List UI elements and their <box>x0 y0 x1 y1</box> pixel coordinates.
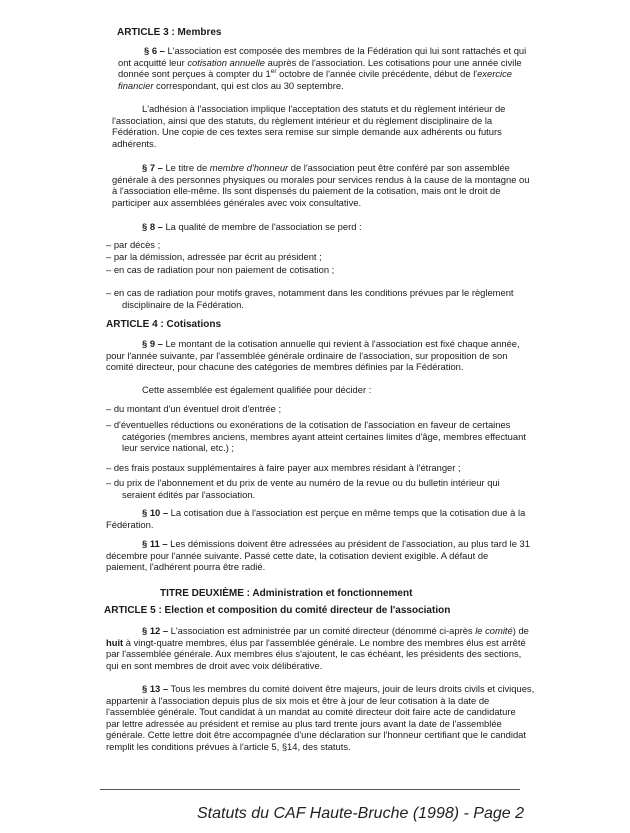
text-line: générale à des personnes physiques ou morales pour services rendus à la cause de la montagne ou <box>112 173 530 185</box>
footer-divider <box>100 789 520 790</box>
section-number: § 13 – <box>142 683 169 694</box>
text-run: financier <box>118 79 154 91</box>
text-run: La cotisation due à l'association est perçue en même temps que la cotisation due à la <box>168 507 526 518</box>
text-line: adhérents. <box>112 137 157 149</box>
text-line: décembre pour l'année suivante. Passé cette date, la cotisation devient exigible. A défaut de <box>106 549 489 561</box>
text-run: L'association est administrée par un comité directeur (dénommé ci-après <box>168 625 476 636</box>
text-line: paiement, l'adhérent pourra être radié. <box>106 561 266 573</box>
adhesion-paragraph <box>112 103 568 149</box>
page-footer: Statuts du CAF Haute-Bruche (1998) - Page 2 <box>197 805 524 822</box>
paragraph-11 <box>106 538 568 573</box>
section-number: § 6 – <box>144 45 165 56</box>
paragraph-6 <box>118 45 568 91</box>
paragraph-13 <box>106 683 576 753</box>
text-line: à l'association elle-même. Ils sont dispensés du paiement de la cotisation, mais ont le droit de <box>112 185 501 197</box>
text-run: L'association est composée des membres de la Fédération qui lui sont rattachés et qui <box>164 45 527 56</box>
assembly-decision-intro <box>142 384 542 396</box>
membership-loss-list-item-4 <box>106 287 566 310</box>
text-line: l'association, ainsi que des statuts, du règlement intérieur et du règlement disciplinaire de la <box>112 114 493 126</box>
list-item: – en cas de radiation pour motifs graves, notamment dans les conditions prévues par le règlement <box>106 287 514 298</box>
list-item: – des frais postaux supplémentaires à faire payer aux membres résidant à l'étranger ; <box>106 462 461 473</box>
text-line: appartenir à l'association depuis plus de six mois et être à jour de leur cotisation à la date de <box>106 694 490 706</box>
text-line: qui en sont membres de droit avec voix délibérative. <box>106 659 323 671</box>
superscript: er <box>270 68 277 76</box>
list-item: – du prix de l'abonnement et du prix de vente au numéro de la revue ou du bulletin intérieur qui <box>106 477 500 488</box>
decision-item-1 <box>106 403 566 415</box>
paragraph-12 <box>106 625 576 671</box>
paragraph-10 <box>106 507 571 530</box>
text-line: Cette assemblée est également qualifiée pour décider : <box>142 384 372 395</box>
decision-item-2 <box>106 419 566 454</box>
paragraph-7 <box>112 162 577 208</box>
text-run: le comité <box>475 625 513 636</box>
text-run: auprès de l'association. Les cotisations pour une année civile <box>265 56 522 68</box>
section-number: § 11 – <box>142 538 168 549</box>
article-4-heading: ARTICLE 4 : Cotisations <box>106 319 222 330</box>
article-5-heading: ARTICLE 5 : Election et composition du comité directeur de l'association <box>104 605 451 616</box>
text-run: cotisation annuelle <box>187 56 265 68</box>
text-line: Fédération. <box>106 518 154 530</box>
text-line: par l'assemblée générale. Aux membres élus s'ajoutent, le cas échéant, les présidents des sections, <box>106 648 522 660</box>
section-number: § 8 – <box>142 221 163 232</box>
section-number: § 12 – <box>142 625 169 636</box>
paragraph-8 <box>142 221 542 233</box>
list-item: – du montant d'un éventuel droit d'entrée ; <box>106 403 282 414</box>
list-item: leur service national, etc.) ; <box>122 442 235 454</box>
list-item: seraient édités par l'association. <box>122 488 256 500</box>
text-run: correspondant, qui est clos au 30 septembre. <box>153 79 344 91</box>
list-item: catégories (membres anciens, membres ayant atteint certaines limites d'âge, membres effectuant <box>122 430 526 442</box>
article-3-heading: ARTICLE 3 : Membres <box>117 27 222 38</box>
text-line: générale. Cette lettre doit être accompagnée d'une déclaration sur l'honneur certifiant que le candidat <box>106 729 526 741</box>
decision-item-3 <box>106 462 566 474</box>
list-item: disciplinaire de la Fédération. <box>122 298 244 310</box>
text-line: pour l'année suivante, par l'assemblée générale ordinaire de l'association, sur proposition de son <box>106 349 508 361</box>
text-line: Fédération. Une copie de ces textes sera remise sur simple demande aux adhérents ou futurs <box>112 126 502 138</box>
text-line: remplit les conditions prévues à l'article 5, §14, des statuts. <box>106 740 351 752</box>
text-line: comité directeur, pour chacune des catégories de membres définies par la Fédération. <box>106 361 464 373</box>
list-item: – par la démission, adressée par écrit au président ; <box>106 251 322 263</box>
text-run: de l'association peut être conféré par son assemblée <box>288 162 510 173</box>
text-line: L'adhésion à l'association implique l'acceptation des statuts et du règlement intérieur de <box>142 103 506 114</box>
section-number: § 9 – <box>142 338 163 349</box>
text-line: participer aux assemblées générales avec voix consultative. <box>112 196 362 208</box>
text-run: ont acquitté leur <box>118 56 188 68</box>
text-run: Le montant de la cotisation annuelle qui revient à l'association est fixé chaque année, <box>162 338 520 349</box>
list-item: – d'éventuelles réductions ou exonérations de la cotisation de l'association en faveur de certaines <box>106 419 511 430</box>
text-run: octobre de l'année civile précédente, début de l' <box>276 68 478 80</box>
text-run: membre d'honneur <box>209 162 289 173</box>
list-item: – par décès ; <box>106 239 161 250</box>
text-run: ) de <box>512 625 529 636</box>
text-run: Les démissions doivent être adressées au président de l'association, au plus tard le 31 <box>167 538 530 549</box>
section-number: § 10 – <box>142 507 169 518</box>
membership-loss-list <box>106 239 566 276</box>
text-run: donnée sont perçues à compter du 1 <box>118 68 271 80</box>
decision-item-4 <box>106 477 566 500</box>
text-line: l'assemblée générale. Tout candidat à un mandat au comité directeur doit faire acte de candidature <box>106 706 516 718</box>
text-run: Le titre de <box>162 162 210 173</box>
text-run: La qualité de membre de l'association se perd : <box>162 221 362 232</box>
title-two-heading: TITRE DEUXIÈME : Administration et fonctionnement <box>160 588 413 599</box>
list-item: – en cas de radiation pour non paiement de cotisation ; <box>106 263 335 275</box>
text-run: huit <box>106 636 124 648</box>
text-run: exercice <box>477 68 513 80</box>
text-run: à vingt-quatre membres, élus par l'assemblée générale. Le nombre des membres élus est arrêté <box>123 636 526 648</box>
paragraph-9 <box>106 338 568 373</box>
section-number: § 7 – <box>142 162 163 173</box>
text-run: Tous les membres du comité doivent être majeurs, jouir de leurs droits civils et civiques, <box>168 683 535 694</box>
text-line: par lettre adressée au président et remise au plus tard trente jours avant la date de l'assemblée <box>106 717 502 729</box>
